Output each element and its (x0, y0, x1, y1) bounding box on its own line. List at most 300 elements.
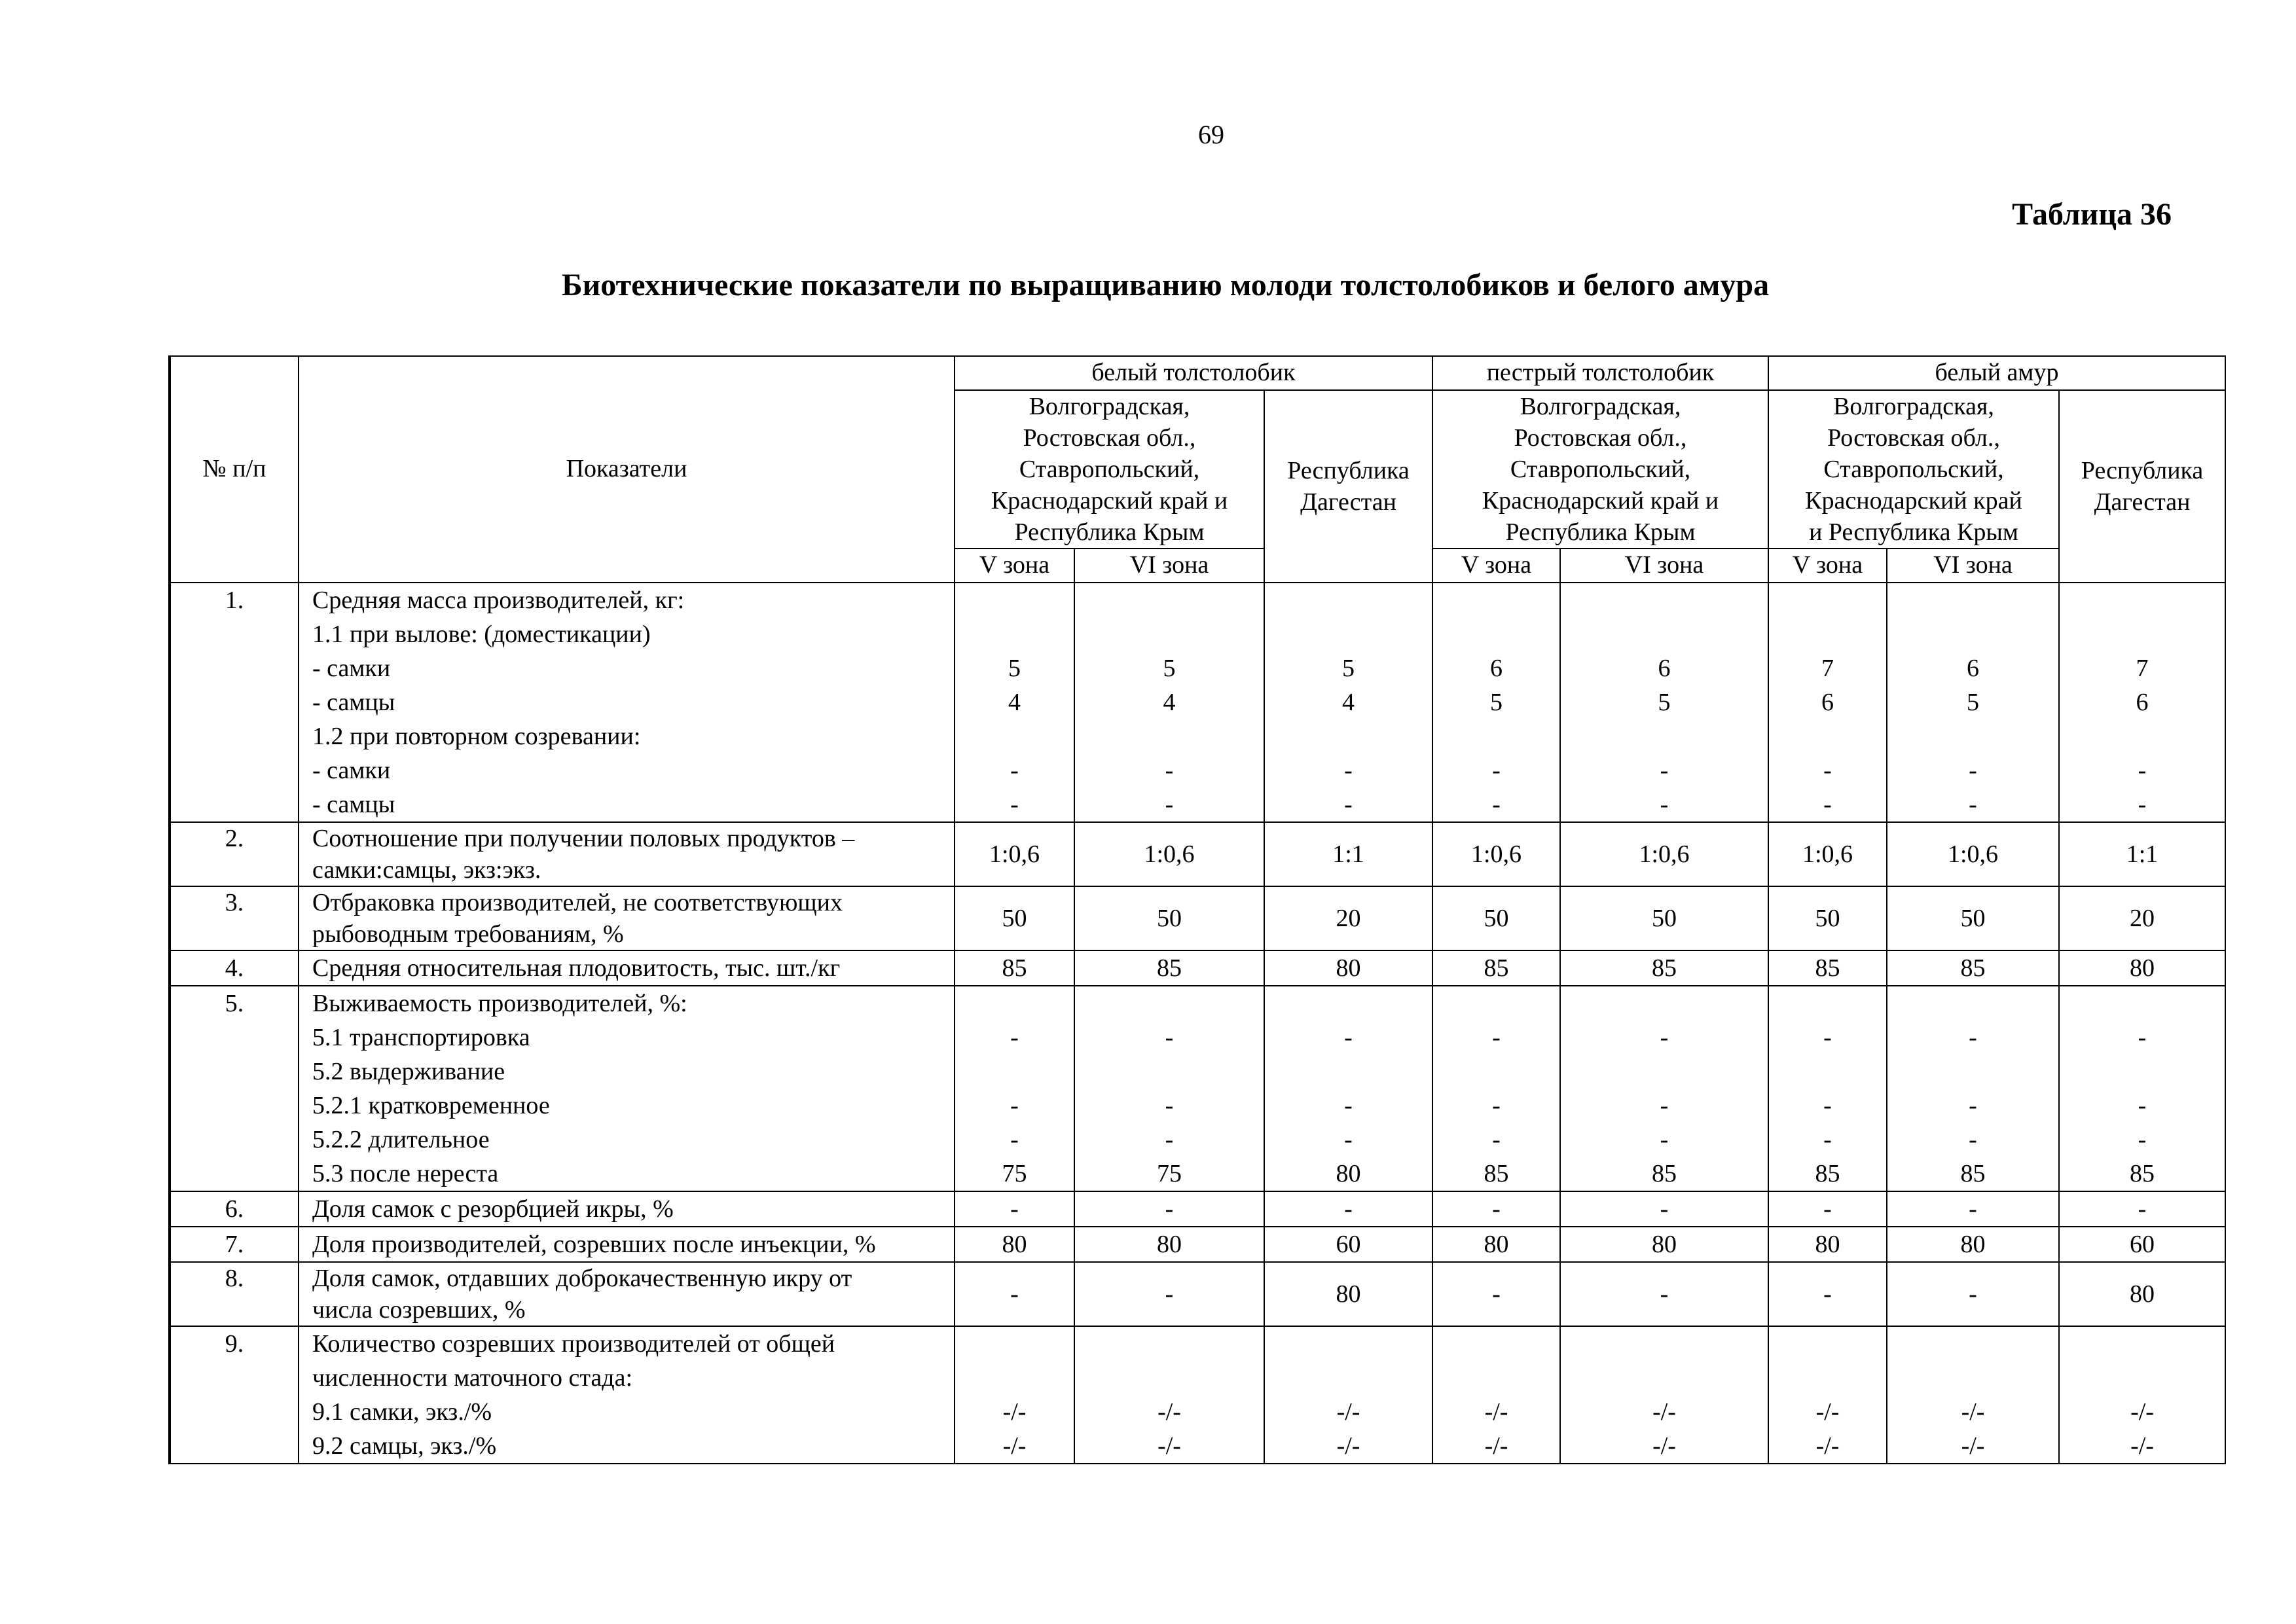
header-num: № п/п (170, 356, 299, 583)
value-line: 6 (1967, 655, 1979, 682)
value-line (1265, 1361, 1432, 1395)
biotech-indicators-table (168, 355, 2226, 1464)
value-cell (1432, 1227, 1560, 1262)
value-text: 80 (1157, 1231, 1182, 1258)
value-cell (2059, 822, 2225, 886)
row-number: 5. (170, 986, 299, 1191)
row-number: 4. (170, 950, 299, 986)
value-line: - (1823, 1024, 1832, 1051)
table-row (170, 583, 2225, 822)
value-cell (1560, 1227, 1768, 1262)
indicator-line: 5.2.1 кратковременное (312, 1092, 550, 1119)
indicator-line: Средняя масса производителей, кг: (312, 586, 685, 614)
value-line (1265, 1327, 1432, 1361)
value-line (1887, 583, 2058, 617)
value-cell (1560, 950, 1768, 986)
value-cell (1074, 1227, 1264, 1262)
value-line: -/- (1157, 1432, 1181, 1460)
value-cell (1264, 822, 1432, 886)
table-row (170, 822, 2225, 886)
value-cell (955, 1191, 1074, 1227)
value-line (1075, 719, 1264, 753)
value-line: - (1492, 757, 1501, 784)
indicator-line: 5.2.2 длительное (312, 1126, 490, 1153)
header-zone5: V зона (955, 549, 1074, 583)
value-line: - (1165, 791, 1174, 818)
row-indicator (299, 1326, 955, 1464)
value-line: -/- (2130, 1432, 2154, 1460)
value-line: - (1165, 1126, 1174, 1153)
indicator-line: числа созревших, % (312, 1296, 526, 1324)
value-line: - (1660, 1126, 1669, 1153)
value-line: - (2138, 1024, 2147, 1051)
row-number: 1. (170, 583, 299, 822)
value-line: - (1344, 757, 1353, 784)
value-line (1561, 583, 1768, 617)
value-cell (955, 1262, 1074, 1326)
value-cell (1074, 583, 1264, 822)
header-zone5: V зона (1432, 549, 1560, 583)
value-cell (1887, 886, 2059, 950)
value-text: 50 (1157, 905, 1182, 932)
value-line (1075, 1327, 1264, 1361)
value-text: 1:1 (2126, 840, 2159, 868)
indicator-line: самки:самцы, экз:экз. (312, 856, 541, 884)
value-cell (1768, 1227, 1887, 1262)
value-cell (1264, 886, 1432, 950)
header-dagestan-silver: Республика Дагестан (1264, 390, 1432, 583)
indicator-line: Отбраковка производителей, не соответствующих (312, 889, 843, 916)
value-line (1433, 617, 1559, 651)
value-line (1265, 986, 1432, 1020)
value-cell (2059, 950, 2225, 986)
value-line (1769, 583, 1886, 617)
value-cell (1264, 986, 1432, 1191)
value-cell (955, 1227, 1074, 1262)
value-text: - (1823, 1280, 1832, 1308)
indicator-line: Количество созревших производителей от общей (312, 1330, 835, 1358)
value-line: -/- (1652, 1432, 1676, 1460)
table-row (170, 950, 2225, 986)
value-line (1433, 1055, 1559, 1089)
value-line (955, 1327, 1074, 1361)
value-text: 80 (1960, 1231, 1986, 1258)
indicator-line: Доля самок с резорбцией икры, % (312, 1195, 674, 1223)
value-cell (1887, 583, 2059, 822)
value-line (1769, 986, 1886, 1020)
value-text: 50 (1002, 905, 1027, 932)
value-cell (1768, 1191, 1887, 1227)
value-line (1265, 617, 1432, 651)
value-line: - (1492, 1126, 1501, 1153)
value-text: - (1823, 1195, 1832, 1223)
value-line: 6 (1658, 655, 1671, 682)
value-text: 85 (1960, 954, 1986, 982)
value-line: 6 (1490, 655, 1503, 682)
value-line: - (2138, 1126, 2147, 1153)
value-line: 4 (1008, 689, 1021, 716)
value-line: - (1969, 791, 1977, 818)
value-line (1887, 986, 2058, 1020)
header-group-silver-carp: белый толстолобик (955, 356, 1432, 390)
indicator-line: 5.2 выдерживание (312, 1058, 505, 1085)
indicator-line: - самцы (312, 689, 395, 716)
row-number: 2. (170, 822, 299, 886)
value-cell (1887, 1191, 2059, 1227)
value-cell (1074, 1262, 1264, 1326)
value-line (1561, 1055, 1768, 1089)
value-line: - (1660, 791, 1669, 818)
row-number: 3. (170, 886, 299, 950)
value-line (1433, 986, 1559, 1020)
indicator-line: 5.1 транспортировка (312, 1024, 530, 1051)
value-cell (1560, 822, 1768, 886)
value-cell (1768, 986, 1887, 1191)
value-text: 20 (1336, 905, 1361, 932)
table-body (170, 583, 2225, 1464)
value-text: - (1010, 1280, 1019, 1308)
value-line: - (1010, 791, 1019, 818)
indicator-line: Выживаемость производителей, %: (312, 990, 687, 1017)
value-line (1433, 1361, 1559, 1395)
value-line (1433, 719, 1559, 753)
row-indicator (299, 1262, 955, 1326)
value-line (1887, 617, 2058, 651)
value-cell (1264, 1262, 1432, 1326)
value-cell (1560, 583, 1768, 822)
value-cell (1560, 986, 1768, 1191)
row-number: 9. (170, 1326, 299, 1464)
value-line (1075, 1361, 1264, 1395)
header-group-bighead-carp: пестрый толстолобик (1432, 356, 1768, 390)
value-line (1561, 986, 1768, 1020)
value-line: - (1010, 1126, 1019, 1153)
value-line: -/- (1336, 1432, 1360, 1460)
value-text: - (2138, 1195, 2147, 1223)
value-cell (1074, 950, 1264, 986)
value-line: 75 (1002, 1160, 1027, 1187)
value-line: -/- (1815, 1398, 1840, 1426)
value-text: 80 (2130, 1280, 2155, 1308)
table-label: Таблица 36 (2012, 197, 2172, 232)
row-indicator (299, 583, 955, 822)
value-line (955, 719, 1074, 753)
value-line: 85 (1815, 1160, 1840, 1187)
row-indicator (299, 822, 955, 886)
value-line (1769, 1327, 1886, 1361)
value-text: 60 (1336, 1231, 1361, 1258)
value-text: - (1660, 1195, 1669, 1223)
header-group-grass-carp: белый амур (1768, 356, 2225, 390)
value-line: - (2138, 1092, 2147, 1119)
value-line (1769, 1361, 1886, 1395)
value-line: - (1344, 1024, 1353, 1051)
value-cell (1887, 822, 2059, 886)
row-indicator (299, 886, 955, 950)
value-line: 5 (1163, 655, 1176, 682)
value-line: -/- (1484, 1398, 1508, 1426)
value-line: 5 (1490, 689, 1503, 716)
indicator-line: 9.1 самки, экз./% (312, 1398, 492, 1426)
value-line: - (2138, 757, 2147, 784)
indicator-line: Доля самок, отдавших доброкачественную икру от (312, 1265, 852, 1292)
value-text: 50 (1484, 905, 1509, 932)
value-cell (955, 822, 1074, 886)
value-line (2060, 1361, 2225, 1395)
table-row (170, 1191, 2225, 1227)
table-header (170, 356, 2225, 583)
value-line: - (1344, 1126, 1353, 1153)
value-text: 50 (1960, 905, 1986, 932)
value-text: 1:0,6 (1470, 840, 1522, 868)
value-cell (1264, 950, 1432, 986)
value-cell (1560, 1326, 1768, 1464)
value-text: 20 (2130, 905, 2155, 932)
value-line (955, 1055, 1074, 1089)
value-line: 85 (1484, 1160, 1509, 1187)
value-text: - (1344, 1195, 1353, 1223)
value-text: 80 (1815, 1231, 1840, 1258)
value-cell (955, 886, 1074, 950)
indicator-line: - самки (312, 655, 391, 682)
value-text: - (1165, 1280, 1174, 1308)
indicator-line: 1.1 при вылове: (доместикации) (312, 621, 651, 648)
value-line: - (1660, 757, 1669, 784)
value-cell (1432, 986, 1560, 1191)
value-line: -/- (1002, 1398, 1027, 1426)
value-text: - (1969, 1195, 1977, 1223)
value-cell (2059, 583, 2225, 822)
header-region-silver: Волгоградская, Ростовская обл., Ставропольский, Краснодарский край и Республика Крым (955, 390, 1264, 549)
header-dagestan-amur: Республика Дагестан (2059, 390, 2225, 583)
value-line: - (1344, 791, 1353, 818)
table-row (170, 1227, 2225, 1262)
value-text: 1:0,6 (1144, 840, 1195, 868)
value-cell (1768, 886, 1887, 950)
indicator-line: Доля производителей, созревших после инъекции, % (312, 1231, 876, 1258)
value-line: - (1492, 1024, 1501, 1051)
value-line: - (1492, 1092, 1501, 1119)
value-line: 85 (1652, 1160, 1677, 1187)
value-cell (1074, 1191, 1264, 1227)
value-line (1769, 1055, 1886, 1089)
value-line (2060, 583, 2225, 617)
value-text: 1:0,6 (989, 840, 1040, 868)
value-cell (955, 1326, 1074, 1464)
value-line: - (1823, 757, 1832, 784)
table-row (170, 886, 2225, 950)
value-line (1265, 583, 1432, 617)
value-line (1561, 617, 1768, 651)
value-line: - (1010, 757, 1019, 784)
value-line (1887, 1361, 2058, 1395)
value-cell (1887, 950, 2059, 986)
value-cell (1264, 583, 1432, 822)
value-text: - (1660, 1280, 1669, 1308)
value-cell (1432, 950, 1560, 986)
value-text: 1:0,6 (1947, 840, 1999, 868)
value-line: -/- (1652, 1398, 1676, 1426)
value-line (955, 617, 1074, 651)
value-line (1265, 1055, 1432, 1089)
value-line: 7 (1821, 655, 1834, 682)
indicator-line: 5.3 после нереста (312, 1160, 499, 1187)
value-line: 85 (2130, 1160, 2155, 1187)
value-cell (2059, 1262, 2225, 1326)
value-line (1561, 1361, 1768, 1395)
value-cell (2059, 1191, 2225, 1227)
value-cell (2059, 1326, 2225, 1464)
value-cell (1074, 986, 1264, 1191)
value-line: - (2138, 791, 2147, 818)
value-line: 6 (2136, 689, 2149, 716)
value-text: 80 (1336, 1280, 1361, 1308)
value-text: 85 (1652, 954, 1677, 982)
value-cell (955, 583, 1074, 822)
value-line: - (1010, 1024, 1019, 1051)
value-text: 85 (1002, 954, 1027, 982)
value-line: 75 (1157, 1160, 1182, 1187)
value-cell (1768, 583, 1887, 822)
value-line: - (1165, 757, 1174, 784)
value-cell (1264, 1191, 1432, 1227)
value-line (1769, 719, 1886, 753)
header-zone6: VI зона (1560, 549, 1768, 583)
indicator-line: Средняя относительная плодовитость, тыс. шт./кг (312, 954, 841, 982)
value-text: 80 (1484, 1231, 1509, 1258)
header-zone6: VI зона (1887, 549, 2059, 583)
row-number: 8. (170, 1262, 299, 1326)
value-cell (1768, 1262, 1887, 1326)
row-indicator (299, 950, 955, 986)
value-text: 85 (1815, 954, 1840, 982)
value-line: - (1969, 757, 1977, 784)
table-row (170, 1262, 2225, 1326)
header-region-amur: Волгоградская, Ростовская обл., Ставропольский, Краснодарский край и Республика Крым (1768, 390, 2059, 549)
value-cell (2059, 886, 2225, 950)
value-text: - (1969, 1280, 1977, 1308)
value-line: 80 (1336, 1160, 1361, 1187)
row-indicator (299, 1191, 955, 1227)
value-line: 85 (1960, 1160, 1986, 1187)
table-row (170, 1326, 2225, 1464)
row-indicator (299, 986, 955, 1191)
value-cell (1887, 1262, 2059, 1326)
value-line (1433, 1327, 1559, 1361)
value-text: 1:0,6 (1639, 840, 1690, 868)
value-line: - (1344, 1092, 1353, 1119)
value-text: 85 (1484, 954, 1509, 982)
header-region-bighead: Волгоградская, Ростовская обл., Ставропольский, Краснодарский край и Республика Крым (1432, 390, 1768, 549)
value-line: - (1492, 791, 1501, 818)
value-cell (1432, 1326, 1560, 1464)
value-line (1561, 719, 1768, 753)
value-line: - (1010, 1092, 1019, 1119)
value-line: 4 (1163, 689, 1176, 716)
value-cell (1432, 1262, 1560, 1326)
value-line: - (1969, 1024, 1977, 1051)
value-line (1075, 1055, 1264, 1089)
value-line: - (1823, 791, 1832, 818)
value-line: 5 (1342, 655, 1355, 682)
row-number: 7. (170, 1227, 299, 1262)
value-cell (2059, 1227, 2225, 1262)
value-line: 4 (1342, 689, 1355, 716)
value-line (2060, 617, 2225, 651)
value-line: - (1660, 1024, 1669, 1051)
value-cell (1074, 886, 1264, 950)
value-cell (1887, 986, 2059, 1191)
value-line (2060, 1055, 2225, 1089)
value-cell (1768, 822, 1887, 886)
header-indicator: Показатели (299, 356, 955, 583)
value-cell (1768, 950, 1887, 986)
value-line (2060, 986, 2225, 1020)
value-line: 7 (2136, 655, 2149, 682)
value-text: 1:0,6 (1802, 840, 1853, 868)
value-cell (1432, 886, 1560, 950)
value-text: 80 (1336, 954, 1361, 982)
value-cell (1432, 822, 1560, 886)
value-line: -/- (1002, 1432, 1027, 1460)
value-line (1887, 719, 2058, 753)
value-text: - (1492, 1280, 1501, 1308)
value-line (1887, 1327, 2058, 1361)
value-line: - (1969, 1092, 1977, 1119)
value-cell (1560, 886, 1768, 950)
value-cell (1887, 1326, 2059, 1464)
value-cell (1432, 583, 1560, 822)
header-zone5: V зона (1768, 549, 1887, 583)
value-cell (1887, 1227, 2059, 1262)
value-text: 80 (1002, 1231, 1027, 1258)
indicator-line: Соотношение при получении половых продуктов – (312, 825, 855, 852)
value-line: - (1165, 1024, 1174, 1051)
value-cell (1074, 822, 1264, 886)
value-line: - (1823, 1092, 1832, 1119)
value-line: 6 (1821, 689, 1834, 716)
value-line: 5 (1658, 689, 1671, 716)
value-cell (955, 986, 1074, 1191)
row-number: 6. (170, 1191, 299, 1227)
indicator-line: численности маточного стада: (312, 1364, 633, 1392)
page-number: 69 (1198, 120, 1224, 149)
value-text: 50 (1815, 905, 1840, 932)
value-line (1265, 719, 1432, 753)
value-line (1887, 1055, 2058, 1089)
value-cell (1264, 1227, 1432, 1262)
row-indicator (299, 1227, 955, 1262)
document-title: Биотехнические показатели по выращиванию молоди толстолобиков и белого амура (561, 268, 1770, 302)
value-line: -/- (1157, 1398, 1181, 1426)
value-line: - (1823, 1126, 1832, 1153)
value-line (955, 986, 1074, 1020)
indicator-line: - самки (312, 757, 391, 784)
value-line: -/- (1961, 1398, 1985, 1426)
value-line (1769, 617, 1886, 651)
value-line: -/- (1336, 1398, 1360, 1426)
table-row (170, 986, 2225, 1191)
value-line: 5 (1967, 689, 1979, 716)
indicator-line: - самцы (312, 791, 395, 818)
value-line (1561, 1327, 1768, 1361)
value-cell (1432, 1191, 1560, 1227)
header-zone6: VI зона (1074, 549, 1264, 583)
value-line: -/- (2130, 1398, 2154, 1426)
value-cell (2059, 986, 2225, 1191)
indicator-line: 1.2 при повторном созревании: (312, 723, 641, 750)
value-cell (1264, 1326, 1432, 1464)
